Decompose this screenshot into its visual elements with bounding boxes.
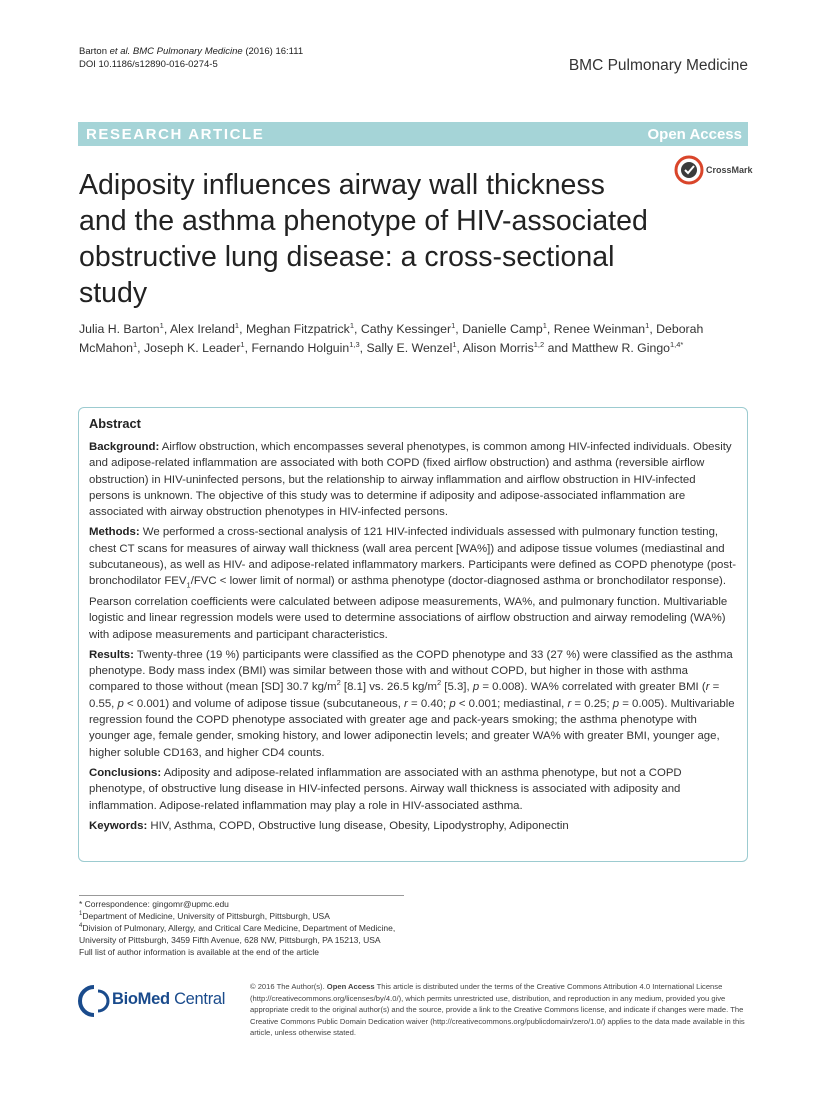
biomed-central-wordmark	[112, 990, 225, 1009]
author[interactable]	[366, 341, 456, 355]
author[interactable]	[463, 341, 545, 355]
author[interactable]	[79, 322, 164, 336]
author-affiliation: 1,2	[533, 339, 545, 349]
crossmark-badge[interactable]	[674, 155, 754, 187]
results-p-1: p	[472, 681, 480, 694]
author-affiliation: 1,3	[349, 339, 360, 349]
author-name: Joseph K. Leader	[144, 341, 241, 355]
results-p-4: p	[612, 697, 620, 710]
doi: DOI 10.1186/s12890-016-0274-5	[79, 59, 218, 70]
author[interactable]	[462, 322, 547, 336]
footnotes	[79, 898, 419, 958]
author[interactable]	[251, 341, 359, 355]
author-name: Meghan Fitzpatrick	[245, 322, 350, 336]
affiliation-1-text: Department of Medicine, University of Pittsburgh, Pittsburgh, USA	[82, 911, 330, 921]
affiliation-4-number: 4	[79, 923, 83, 930]
conclusions-label: Conclusions:	[89, 766, 162, 779]
citation-line	[79, 45, 303, 58]
author-name: Deborah McMahon	[79, 322, 704, 355]
open-access-label: Open Access	[647, 126, 742, 143]
affiliation-1	[79, 910, 419, 922]
results-text-i: = 0.25;	[571, 697, 613, 710]
affiliation-4-text: Division of Pulmonary, Allergy, and Critical Care Medicine, Department of Medicine, University of Pittsburgh, 3459 Fifth Avenue, 628 NW, Pittsburgh, PA 15213, USA	[79, 923, 396, 945]
author-name: Sally E. Wenzel	[366, 341, 453, 355]
results-r-2: r	[404, 697, 408, 710]
citation-journal: BMC Pulmonary Medicine	[132, 46, 243, 57]
author-conjunction: and	[547, 341, 569, 355]
author-affiliation: 1	[452, 339, 457, 349]
author-affiliation: 1,4*	[670, 339, 684, 349]
methods-text-b: /FVC < lower limit of normal) or asthma phenotype (doctor-diagnosed asthma or bronchodilator response). Pearson correlation coefficients were calculated between adipose measurements, WA%, and pulmonary function. Multivariable logistic and linear regression models were used to determine associations of airflow obstruction and airway remodeling (WA%) with adipose measurements and participant characteristics.	[89, 575, 728, 641]
author-affiliation: 1	[159, 320, 164, 330]
conclusions-text: Adiposity and adipose-related inflammation are associated with an asthma phenotype, but not a COPD phenotype, of obstructive lung disease in HIV-infected persons. Airway wall thickness is associated with adiposity and inflammation. Adipose-related inflammation may play a role in HIV-associated asthma.	[89, 766, 682, 812]
abstract-box	[78, 407, 748, 862]
author-name: Danielle Camp	[462, 322, 543, 336]
background-text: Airflow obstruction, which encompasses several phenotypes, is common among HIV-infected individuals. Obesity and adipose-related inflammation are associated with both COPD (fixed airflow obstruction) and asthma (reversible airflow obstruction) in HIV-uninfected persons, but the relationship to airway inflammation and airflow obstruction in HIV-infected persons is unknown. The objective of this study was to determine if adiposity and adipose-associated inflammation are associated with airway obstruction phenotypes in HIV-infected persons.	[89, 441, 732, 519]
citation-etal: et al.	[109, 46, 131, 57]
journal-name: BMC Pulmonary Medicine	[568, 57, 748, 74]
author[interactable]	[361, 322, 455, 336]
article-type-label: RESEARCH ARTICLE	[86, 126, 265, 143]
crossmark-icon	[674, 155, 704, 185]
results-sup-1: 2	[336, 678, 341, 688]
author-name: Fernando Holguin	[251, 341, 350, 355]
results-r-1: r	[705, 681, 710, 694]
abstract-background	[89, 439, 739, 520]
results-text-a: Twenty-three (19 %) participants were classified as the COPD phenotype and 33 (27 %) were classified as the asthma phenotype. Body mass index (BMI) was similar between those with and without COPD, but higher in those with asthma compared to those without (mean [SD] 30.7 kg/m	[89, 648, 733, 694]
correspondence[interactable]: * Correspondence: gingomr@upmc.edu	[79, 899, 229, 909]
citation-header	[79, 45, 303, 71]
results-label: Results:	[89, 648, 134, 661]
background-label: Background:	[89, 441, 160, 453]
results-text-d: = 0.008). WA% correlated with greater BMI (	[479, 681, 706, 694]
keywords-text: HIV, Asthma, COPD, Obstructive lung disease, Obesity, Lipodystrophy, Adiponectin	[150, 819, 569, 832]
license-text	[250, 981, 750, 1039]
author[interactable]	[554, 322, 650, 336]
abstract-heading: Abstract	[89, 416, 141, 431]
article-type-banner	[78, 122, 748, 146]
author[interactable]	[170, 322, 239, 336]
author-affiliation: 1	[240, 339, 245, 349]
citation-volume: (2016) 16:111	[245, 46, 304, 57]
author[interactable]	[572, 341, 684, 355]
author-name: Alex Ireland	[169, 322, 235, 336]
crossmark-label: CrossMark	[706, 165, 753, 175]
results-text-b: [8.1] vs. 26.5 kg/m	[340, 681, 437, 694]
results-sup-2: 2	[436, 678, 442, 688]
affiliation-1-number: 1	[79, 911, 83, 918]
author-name: Julia H. Barton	[79, 322, 160, 336]
biomed-central-icon	[78, 985, 110, 1017]
author-affiliation: 1	[234, 320, 240, 330]
footnote-rule	[79, 895, 404, 896]
results-text-c: [5.3],	[441, 681, 473, 694]
author-affiliation: 1	[349, 320, 354, 330]
results-text-e: = 0.55,	[89, 681, 720, 710]
author-affiliation: 1	[542, 320, 547, 330]
results-r-3: r	[567, 697, 572, 710]
author[interactable]	[246, 322, 354, 336]
article-title: Adiposity influences airway wall thickness and the asthma phenotype of HIV-associated obstructive lung disease: a cross-sectional study	[79, 169, 648, 309]
affiliation-4	[79, 922, 419, 946]
author-name: Matthew R. Gingo	[571, 341, 670, 355]
license-prefix: © 2016 The Author(s).	[250, 982, 327, 991]
author-affiliation: 1	[133, 339, 138, 349]
logo-sub: Central	[169, 990, 226, 1008]
abstract-keywords	[89, 818, 739, 834]
results-text-f: < 0.001) and volume of adipose tissue (subcutaneous,	[123, 697, 405, 710]
logo-main: BioMed	[112, 990, 170, 1008]
citation-authors: Barton	[79, 46, 107, 57]
full-list-note: Full list of author information is available at the end of the article	[79, 947, 320, 957]
methods-label: Methods:	[89, 526, 140, 539]
methods-text-a: We performed a cross-sectional analysis of 121 HIV-infected individuals assessed with pulmonary function testing, chest CT scans for measures of airway wall thickness (wall area percent [WA%]) and adipose tissue volumes (mediastinal and subcutaneous), as well as HIV- and adipose-related inflammatory markers. Participants were defined as COPD phenotype (post-bronchodilator FEV	[89, 526, 737, 588]
author-list: Julia H. Barton$^1$, Alex Ireland$^1$, Meghan Fitzpatrick$^1$, Cathy Kessinger$^1$, Danielle Camp$^1$, Renee Weinman$^1$, Deborah McMahon$^1$, Joseph K. Leader$^1$, Fernando Holguin$^{1,3}$, Sally E. Wenzel$^1$, Alison Morris$^{1,2}$ and Matthew R. Gingo$^{1,4*}$	[79, 320, 704, 355]
author-affiliation: 1	[645, 320, 650, 330]
biomed-central-logo[interactable]	[78, 985, 238, 1017]
results-p-3: p	[449, 697, 456, 710]
keywords-label: Keywords:	[89, 819, 148, 832]
license-open-access: Open Access	[326, 982, 375, 991]
author-name: Alison Morris	[462, 341, 534, 355]
license-body: This article is distributed under the terms of the Creative Commons Attribution 4.0 International License (http://creativecommons.org/licenses/by/4.0/), which permits unrestricted use, distribution, and reproduction in any medium, provided you give appropriate credit to the original author(s) and the source, provide a link to the Creative Commons license, and indicate if changes were made. The Creative Commons Public Domain Dedication waiver (http://creativecommons.org/publicdomain/zero/1.0/) applies to the data made available in this article, unless otherwise stated.	[250, 982, 745, 1037]
results-text-g: = 0.40;	[407, 697, 450, 710]
abstract-conclusions	[89, 765, 739, 814]
results-p-2: p	[117, 697, 124, 710]
methods-subscript: 1	[186, 580, 191, 590]
results-text-h: < 0.001; mediastinal,	[455, 697, 568, 710]
author-name: Cathy Kessinger	[360, 322, 452, 336]
abstract-results	[89, 647, 739, 761]
abstract-methods	[89, 524, 739, 642]
results-text-j: = 0.005). Multivariable regression found the COPD phenotype associated with greater age and pack-years smoking; the asthma phenotype with younger age, female gender, smoking history, and lower adiponectin levels; and greater WA% with greater BMI, younger age, higher soluble CD163, and higher CD4 counts.	[89, 697, 735, 759]
author-name: Renee Weinman	[553, 322, 646, 336]
author[interactable]	[144, 341, 245, 355]
author-affiliation: 1	[451, 320, 456, 330]
